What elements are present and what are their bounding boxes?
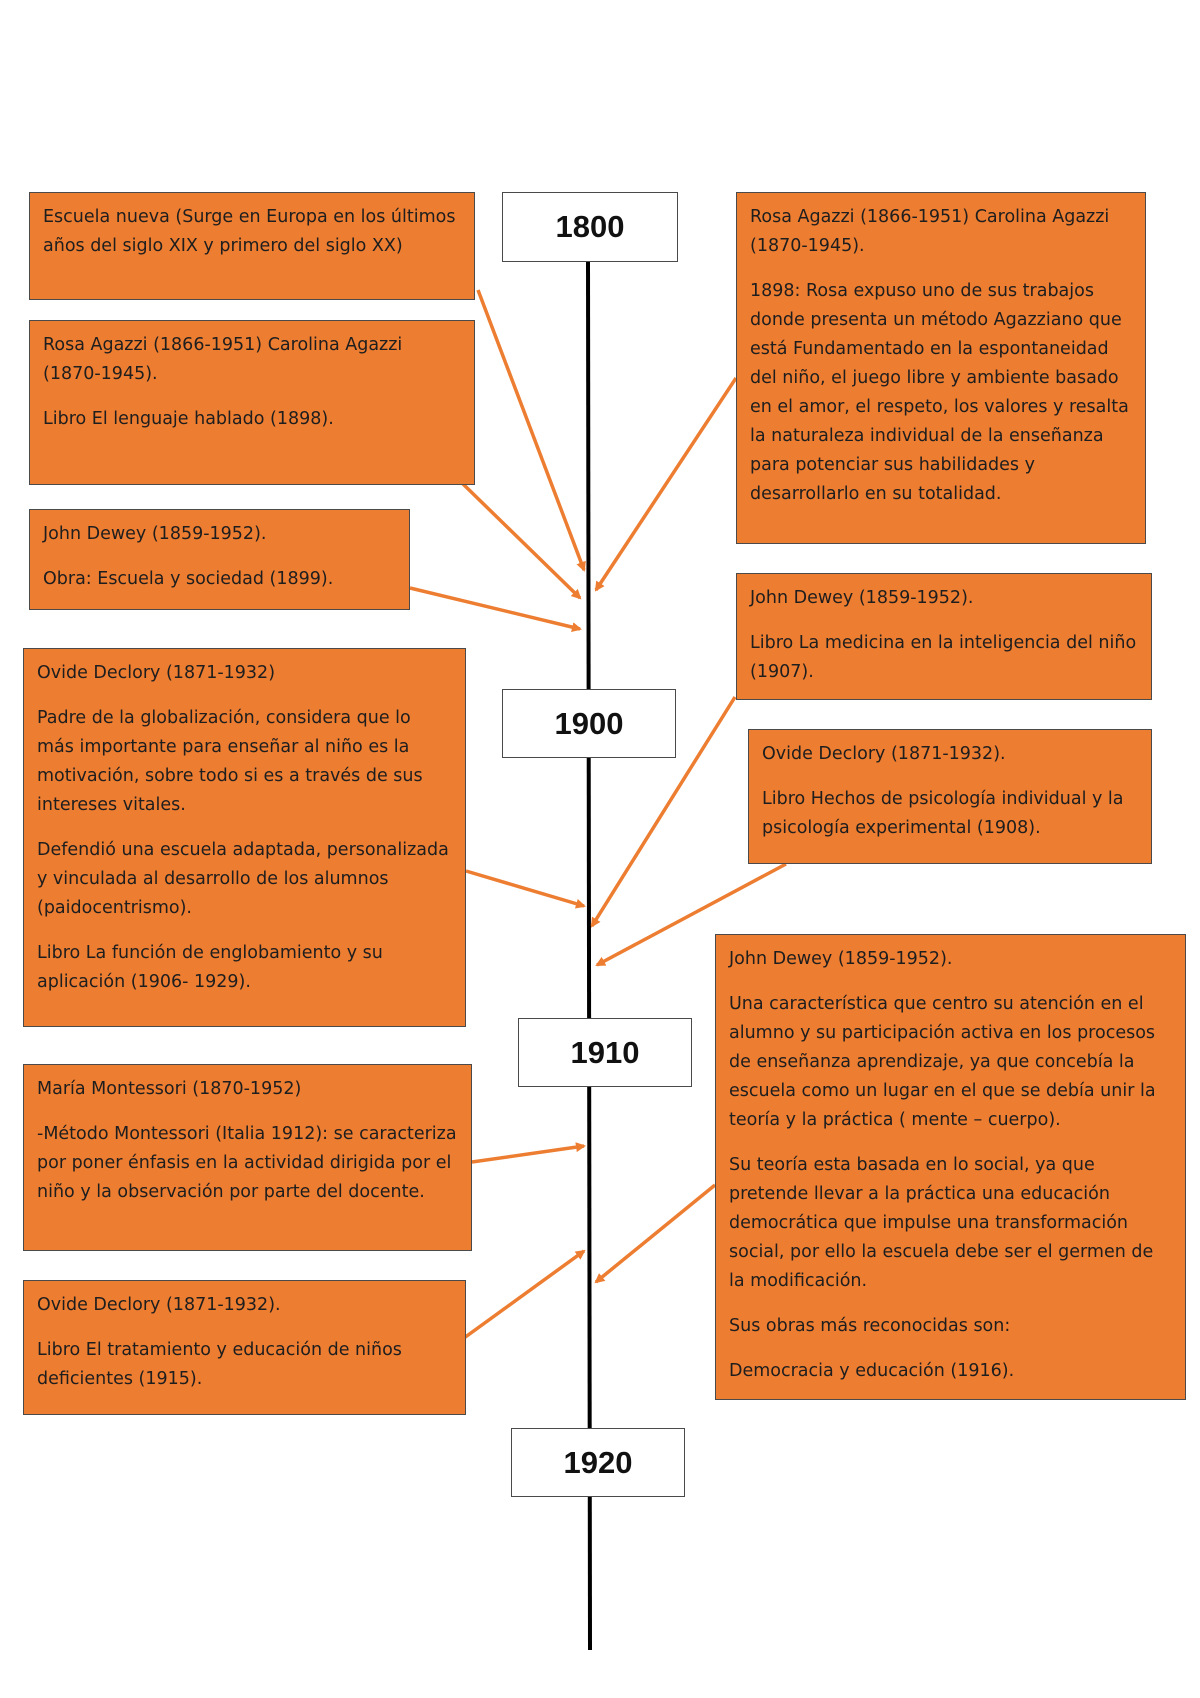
card-text: Padre de la globalización, considera que lo más importante para enseñar al niño es la motivación, sobre todo si es a través de sus intereses vitales. [37, 708, 423, 815]
arrow-agazzi-metodo [596, 378, 736, 590]
arrow-dewey-1899 [410, 588, 580, 629]
card-title: Ovide Declory (1871-1932). [762, 744, 1006, 764]
card-title: Rosa Agazzi (1866-1951) Carolina Agazzi (1870-1945). [750, 207, 1110, 256]
arrow-escuela-nueva [478, 290, 584, 570]
card-decroly-1908 [748, 729, 1152, 864]
card-title: John Dewey (1859-1952). [729, 949, 953, 969]
card-montessori [23, 1064, 472, 1251]
card-text: Sus obras más reconocidas son: [729, 1316, 1011, 1336]
card-agazzi-metodo [736, 192, 1146, 544]
year-1900-marker: 1900 [502, 689, 676, 758]
card-agazzi-libro [29, 320, 475, 485]
arrow-decroly-1915 [464, 1251, 584, 1338]
card-text: Democracia y educación (1916). [729, 1361, 1015, 1381]
arrow-montessori [472, 1146, 584, 1162]
arrow-agazzi-libro [462, 483, 580, 598]
card-title: Rosa Agazzi (1866-1951) Carolina Agazzi (1870-1945). [43, 335, 403, 384]
card-dewey-1899 [29, 509, 410, 610]
year-1920-marker: 1920 [511, 1428, 685, 1497]
card-text: Libro La medicina en la inteligencia del niño (1907). [750, 633, 1137, 682]
card-text: Su teoría esta basada en lo social, ya que pretende llevar a la práctica una educación democrática que impulse una transformación social, por ello la escuela debe ser el germen de la modificación. [729, 1155, 1154, 1291]
card-dewey-1907 [736, 573, 1152, 700]
card-text: Libro El tratamiento y educación de niños deficientes (1915). [37, 1340, 402, 1389]
arrow-decroly-globalizacion [466, 871, 584, 906]
card-text: Libro La función de englobamiento y su aplicación (1906- 1929). [37, 943, 383, 992]
card-text: 1898: Rosa expuso uno de sus trabajos donde presenta un método Agazziano que está Fundamentado en la espontaneidad del niño, el juego libre y ambiente basado en el amor, el respeto, los valores y resalta la naturaleza individual de la enseñanza para potenciar sus habilidades y desarrollarlo en su totalidad. [750, 281, 1129, 504]
arrow-dewey-1916 [596, 1185, 715, 1282]
card-text: Libro Hechos de psicología individual y la psicología experimental (1908). [762, 789, 1124, 838]
card-text: Escuela nueva (Surge en Europa en los últimos años del siglo XIX y primero del siglo XX) [43, 207, 456, 256]
card-dewey-1916 [715, 934, 1186, 1400]
card-title: Ovide Declory (1871-1932) [37, 663, 276, 683]
card-text: Obra: Escuela y sociedad (1899). [43, 569, 334, 589]
card-title: John Dewey (1859-1952). [43, 524, 267, 544]
card-decroly-1915 [23, 1280, 466, 1415]
card-text: Defendió una escuela adaptada, personalizada y vinculada al desarrollo de los alumnos (paidocentrismo). [37, 840, 449, 918]
card-text: -Método Montessori (Italia 1912): se caracteriza por poner énfasis en la actividad dirigida por el niño y la observación por parte del docente. [37, 1124, 457, 1202]
card-title: Ovide Declory (1871-1932). [37, 1295, 281, 1315]
card-text: Una característica que centro su atención en el alumno y su participación activa en los procesos de enseñanza aprendizaje, ya que concebía la escuela como un lugar en el que se debía unir la teoría y la práctica ( mente – cuerpo). [729, 994, 1156, 1130]
card-title: María Montessori (1870-1952) [37, 1079, 302, 1099]
card-escuela-nueva [29, 192, 475, 300]
year-1910-marker: 1910 [518, 1018, 692, 1087]
year-1800-marker: 1800 [502, 192, 678, 262]
card-title: John Dewey (1859-1952). [750, 588, 974, 608]
card-decroly-globalizacion [23, 648, 466, 1027]
card-text: Libro El lenguaje hablado (1898). [43, 409, 334, 429]
